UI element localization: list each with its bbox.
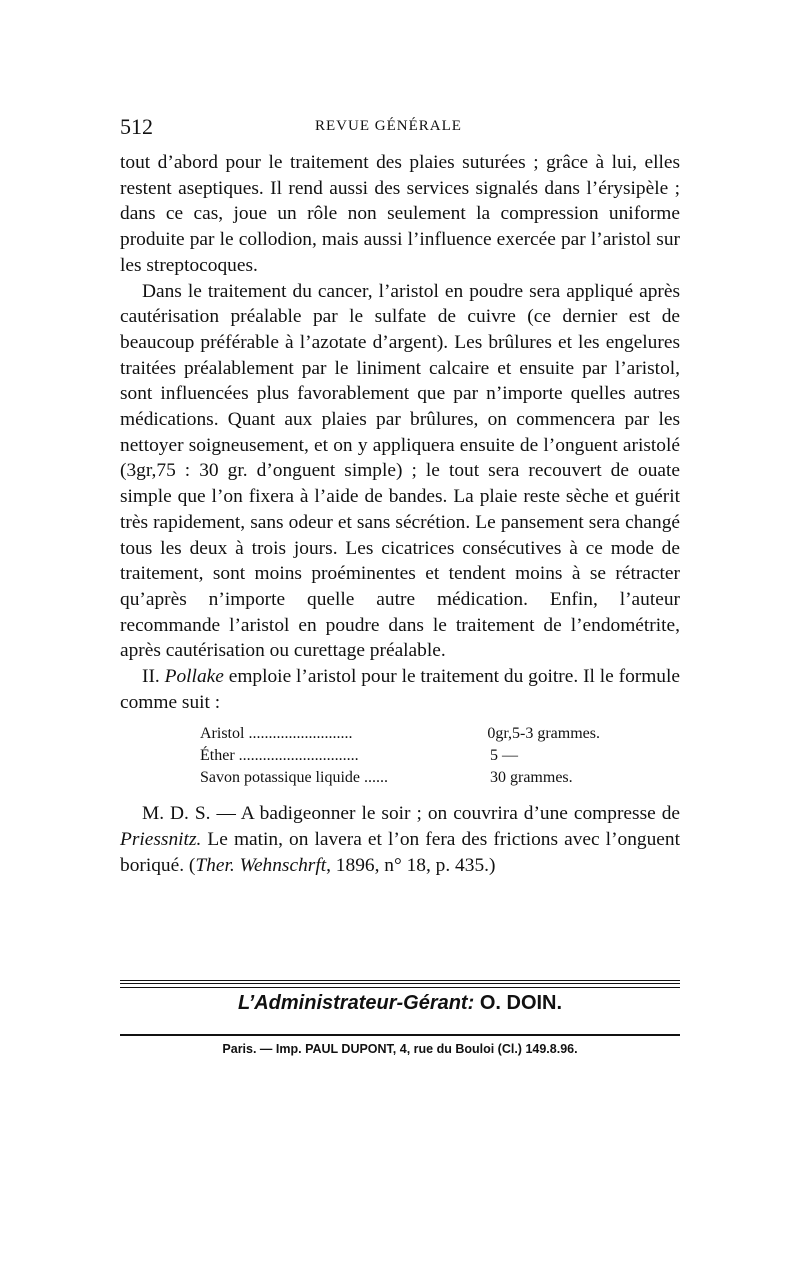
- divider-thin: [120, 987, 680, 988]
- printer-imprint: Paris. — Imp. PAUL DUPONT, 4, rue du Bouloi (Cl.) 149.8.96.: [222, 1042, 578, 1056]
- paragraph-2: Dans le traitement du cancer, l’aristol en poudre sera appliqué après cautérisation préalable par le sulfate de cuivre (ce dernier est de beaucoup préférable à l’azotate d’argent). Les brûlures et les engelures traitées préalablement par le liniment calcaire et ensuite par l’aristol, sont influencées plus favorablement que par n’importe quelles autres médications. Quant aux plaies par brûlures, on commencera par les nettoyer soigneusement, et on y appliquera ensuite de l’onguent aristolé (3gr,75 : 30 gr. d’onguent simple) ; le tout sera recouvert de ouate simple que l’on fixera à l’aide de bandes. La plaie reste sèche et guérit très rapidement, sans odeur et sans sécrétion. Le pansement sera changé tous les deux à trois jours. Les cicatrices consécutives à ce mode de traitement, sont moins proéminentes et tendent moins à se rétracter qu’après n’importe quelle autre médication. Enfin, l’auteur recommande l’aristol en poudre dans le traitement de l’endométrite, après cautérisation ou curettage préalable.: [120, 280, 680, 662]
- section-ii: [120, 664, 680, 715]
- signature-line: [120, 992, 680, 1015]
- formula-row: [200, 723, 600, 745]
- ingredient-quantity: 0gr,5-3 grammes.: [487, 725, 600, 743]
- page-header: [120, 114, 680, 144]
- ingredient-quantity: 30 grammes.: [490, 769, 573, 787]
- signature-role: L’Administrateur-Gérant:: [237, 992, 475, 1014]
- section-number: II.: [142, 666, 160, 688]
- leader-dots: ..............................: [234, 747, 359, 765]
- priessnitz-name: Priessnitz.: [120, 829, 202, 851]
- signature-name: O. DOIN.: [479, 992, 563, 1014]
- closing-paragraph: M. D. S. — A badigeonner le soir ; on couvrira d’une compresse de Priessnitz. Le matin, on lavera et l’on fera des frictions avec l’onguent boriqué. (Ther. Wehnschrft, 1896, n° 18, p. 435.): [120, 803, 680, 876]
- page-number: 512: [120, 114, 153, 139]
- leader-dots: ......: [359, 769, 388, 787]
- section-author: Pollake: [164, 666, 224, 688]
- ingredient-name: Éther: [200, 747, 235, 765]
- formula-table: [200, 723, 680, 789]
- article-body: [120, 150, 680, 879]
- running-title: REVUE GÉNÉRALE: [315, 118, 462, 134]
- ingredient-name: Savon potassique liquide: [200, 769, 360, 787]
- section-text: emploie l’aristol pour le traitement du goitre. Il le formule comme suit :: [120, 666, 680, 713]
- journal-title: Ther. Wehnschrft: [195, 854, 327, 876]
- divider-double: [120, 980, 680, 984]
- paragraph-1: tout d’abord pour le traitement des plaies suturées ; grâce à lui, elles restent aseptiques. Il rend aussi des services signalés dans l’érysipèle ; dans ce cas, joue un rôle non seulement la compression uniforme produite par le collodion, mais aussi l’influence exercée par l’aristol sur les streptocoques.: [120, 152, 680, 276]
- formula-row: [200, 745, 600, 767]
- leader-dots: ..........................: [244, 725, 353, 743]
- ingredient-name: Aristol: [200, 725, 245, 743]
- ingredient-quantity: 5 —: [490, 747, 518, 765]
- divider-bottom: [120, 1034, 680, 1036]
- formula-row: [200, 767, 600, 789]
